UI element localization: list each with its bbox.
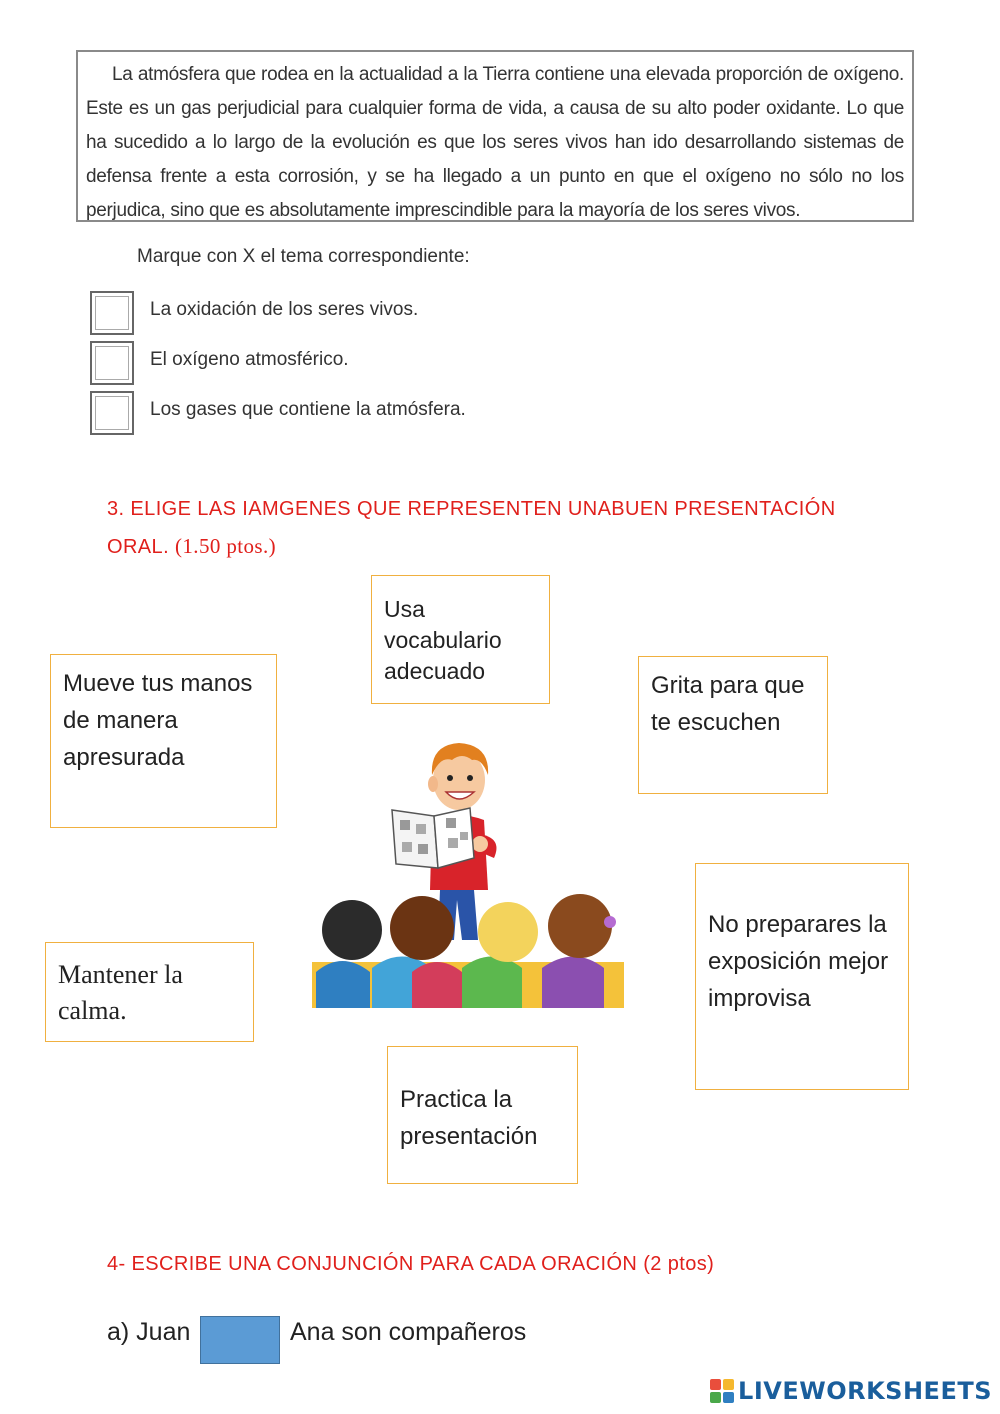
question3-title-line1: 3. ELIGE LAS IAMGENES QUE REPRESENTEN UNABUEN PRESENTACIÓN xyxy=(107,498,836,520)
brand-name: LIVEWORKSHEETS xyxy=(738,1377,992,1405)
conjunction-input-a[interactable] xyxy=(200,1316,280,1364)
option-2 xyxy=(90,341,510,387)
card-vocabulario[interactable]: Usa vocabulario adecuado xyxy=(371,575,550,704)
liveworksheets-logo xyxy=(710,1376,992,1406)
question2-instruction: Marque con X el tema correspondiente: xyxy=(137,246,470,267)
question3-title-line2 xyxy=(107,534,276,559)
option-3 xyxy=(90,391,510,437)
open-book xyxy=(392,808,474,868)
card-calma[interactable]: Mantener la calma. xyxy=(45,942,254,1042)
presentation-illustration xyxy=(312,740,624,1008)
logo-mark-icon xyxy=(710,1379,734,1403)
question4-title: 4- ESCRIBE UNA CONJUNCIÓN PARA CADA ORACIÓN (2 ptos) xyxy=(107,1253,715,1275)
question3-title-oral: ORAL. xyxy=(107,536,170,558)
option-3-checkbox[interactable] xyxy=(90,391,134,435)
card-grita[interactable]: Grita para que te escuchen xyxy=(638,656,828,794)
option-2-checkbox[interactable] xyxy=(90,341,134,385)
card-no-preparar[interactable]: No preparares la exposición mejor improvisa xyxy=(695,863,909,1090)
card-mueve-manos[interactable]: Mueve tus manos de manera apresurada xyxy=(50,654,277,828)
passage-text: La atmósfera que rodea en la actualidad a la Tierra contiene una elevada proporción de oxígeno. Este es un gas perjudicial para cualquier forma de vida, a causa de su alto poder oxidante. Lo que ha sucedido a lo largo de la evolución es que los seres vivos han ido desarrollando sistemas de defensa frente a esta corrosión, y se ha llegado a un punto en que el oxígeno no sólo no los perjudica, sino que es absolutamente imprescindible para la mayoría de los seres vivos. xyxy=(86,64,904,221)
option-3-label: Los gases que contiene la atmósfera. xyxy=(150,399,466,420)
option-2-label: El oxígeno atmosférico. xyxy=(150,349,349,370)
option-1-label: La oxidación de los seres vivos. xyxy=(150,299,419,320)
sentence-a-start: a) Juan xyxy=(107,1318,191,1346)
question3-points: (1.50 ptos.) xyxy=(175,534,277,558)
option-1-checkbox[interactable] xyxy=(90,291,134,335)
card-practica[interactable]: Practica la presentación xyxy=(387,1046,578,1184)
option-1 xyxy=(90,291,510,337)
reading-passage xyxy=(76,50,914,222)
sentence-a-end: Ana son compañeros xyxy=(290,1318,527,1346)
